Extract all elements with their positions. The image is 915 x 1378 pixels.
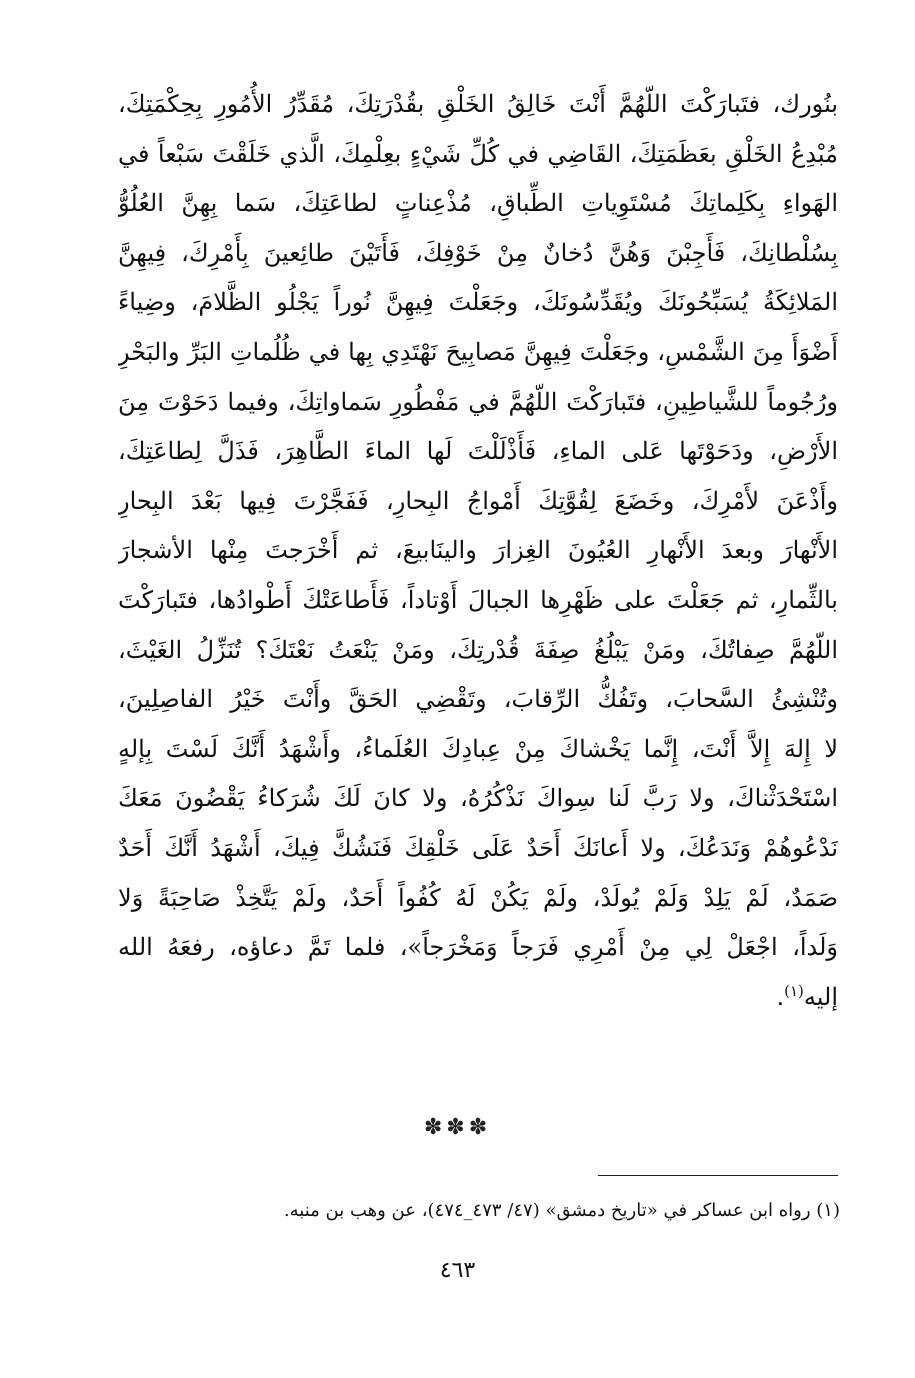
text-line-15: اسْتَحْدَثْناكَ، ولا رَبَّ لَنا سِواكَ نَذْكُرُهُ، ولا كانَ لَكَ شُرَكاءُ يَقْضُونَ مَعَكَ xyxy=(118,784,838,813)
text-line-5: المَلائِكَةُ يُسَبِّحُونَكَ ويُقَدِّسُونَكَ، وجَعَلْتَ فِيهِنَّ نُوراً يَجْلُو الظَّلامَ، وضِياءً xyxy=(118,288,838,317)
text-line-4: بِسُلْطانِكَ، فَأَجِبْنَ وَهُنَّ دُخانٌ مِنْ خَوْفِكَ، فَأَتَيْنَ طائِعينَ بِأَمْرِكَ، فِيهِنَّ xyxy=(118,238,838,267)
main-text-block xyxy=(118,80,838,1022)
footnote: (١) رواه ابن عساكر في «تاريخ دمشق» (٤٧/ ٤٧٣_٤٧٤)، عن وهب بن منبه. xyxy=(283,1200,840,1221)
text-line-13: وتُنْشِئُ السَّحابَ، وتَفُكُّ الرِّقابَ، وتَقْضِي الحَقَّ وأَنْتَ خَيْرُ الفاصِلِينَ، xyxy=(118,685,838,714)
text-line-9: وأَذْعَنَ لأَمْرِكَ، وخَضَعَ لِقُوَّتِكَ أَمْواجُ البِحارِ، فَفَجَّرْتَ فِيها بَعْدَ البِحارِ xyxy=(118,486,838,515)
text-line-11: بالثِّمارِ، ثم جَعَلْتَ على ظَهْرِها الجبالَ أَوْتاداً، فَأَطاعَتْكَ أَطْوادُها، فتَبارَكْتَ xyxy=(118,585,838,614)
text-line-19 xyxy=(118,973,838,1023)
text-line-3: الهَواءِ بِكَلِماتِكَ مُسْتَوِياتِ الطِّباقِ، مُذْعِناتٍ لطاعَتِكَ، سَما بِهِنَّ العُلُوُّ xyxy=(118,189,838,218)
text-line-10: الأَنْهارَ وبعدَ الأَنْهارِ العُيُونَ الغِزارَ والينَابيعَ، ثم أَخْرَجتَ مِنْها الأشجارَ xyxy=(118,536,838,565)
last-line-period: . xyxy=(776,982,785,1011)
text-line-2: مُبْدِعُ الخَلْقِ بعَظَمَتِكَ، القَاضِي في كُلِّ شَيْءٍ بعِلْمِكَ، الَّذي خَلَقْتَ سَبْعاً في xyxy=(118,139,838,168)
text-line-17: صَمَدٌ، لَمْ يَلِدْ وَلَمْ يُولَدْ، ولَمْ يَكُنْ لَهُ كُفُواً أَحَدٌ، ولَمْ يَتَّخِذْ صَاحِبَةً وَلا xyxy=(118,883,838,912)
text-line-8: الأَرْضِ، ودَحَوْتَها عَلى الماءِ، فَأَذْلَلْتَ لَها الماءَ الطَّاهِرَ، فَذَلَّ لِطاعَتِكَ، xyxy=(118,437,838,466)
text-line-16: نَدْعُوهُمْ وَنَدَعُكَ، ولا أَعانَكَ أَحَدٌ عَلَى خَلْقِكَ فَنَشُكَّ فِيكَ، أَشْهَدُ أَنَّكَ أَحَدٌ xyxy=(118,833,838,862)
footnote-divider xyxy=(598,1175,838,1176)
text-line-14: لا إِلهَ إِلاَّ أَنْتَ، إِنَّما يَخْشاكَ مِنْ عِبادِكَ العُلَماءُ، وأَشْهَدُ أَنَّكَ لَسْتَ بِإلهٍ xyxy=(118,734,838,763)
text-line-12: اللّهُمَّ صِفاتُكَ، ومَنْ يَبْلُغُ صِفَةَ قُدْرتِكَ، ومَنْ يَنْعَتُ نَعْتَكَ؟ تُنَزِّلُ الغَيْثَ، xyxy=(118,635,838,664)
text-line-6: أَضْوَأَ مِنَ الشَّمْسِ، وجَعَلْتَ فِيهِنَّ مَصابِيحَ نَهْتَدِي بِها في ظُلُماتِ البَرِّ والبَحْرِ xyxy=(118,337,838,366)
text-line-7: ورُجُوماً للشَّياطِينِ، فتَبارَكْتَ اللّهُمَّ في مَفْطُورِ سَماواتِكَ، وفيما دَحَوْتَ مِنَ xyxy=(118,387,838,416)
text-line-1: بنُورك، فتَبارَكْتَ اللّهُمَّ أَنْتَ خَالِقُ الخَلْقِ بقُدْرَتِكَ، مُقَدِّرُ الأُمُورِ بِحِكْمَتِكَ، xyxy=(118,90,838,118)
footnote-reference-marker[interactable]: (١) xyxy=(784,981,804,1000)
page-number: ٤٦٣ xyxy=(439,1258,476,1283)
last-line-word: إليه xyxy=(803,982,838,1011)
section-separator: ✽✽✽ xyxy=(423,1115,492,1140)
text-line-18: وَلَداً، اجْعَلْ لِي مِنْ أَمْرِي فَرَجاً وَمَخْرَجاً»، فلما تَمَّ دعاؤه، رفعَهُ الله xyxy=(118,933,838,962)
